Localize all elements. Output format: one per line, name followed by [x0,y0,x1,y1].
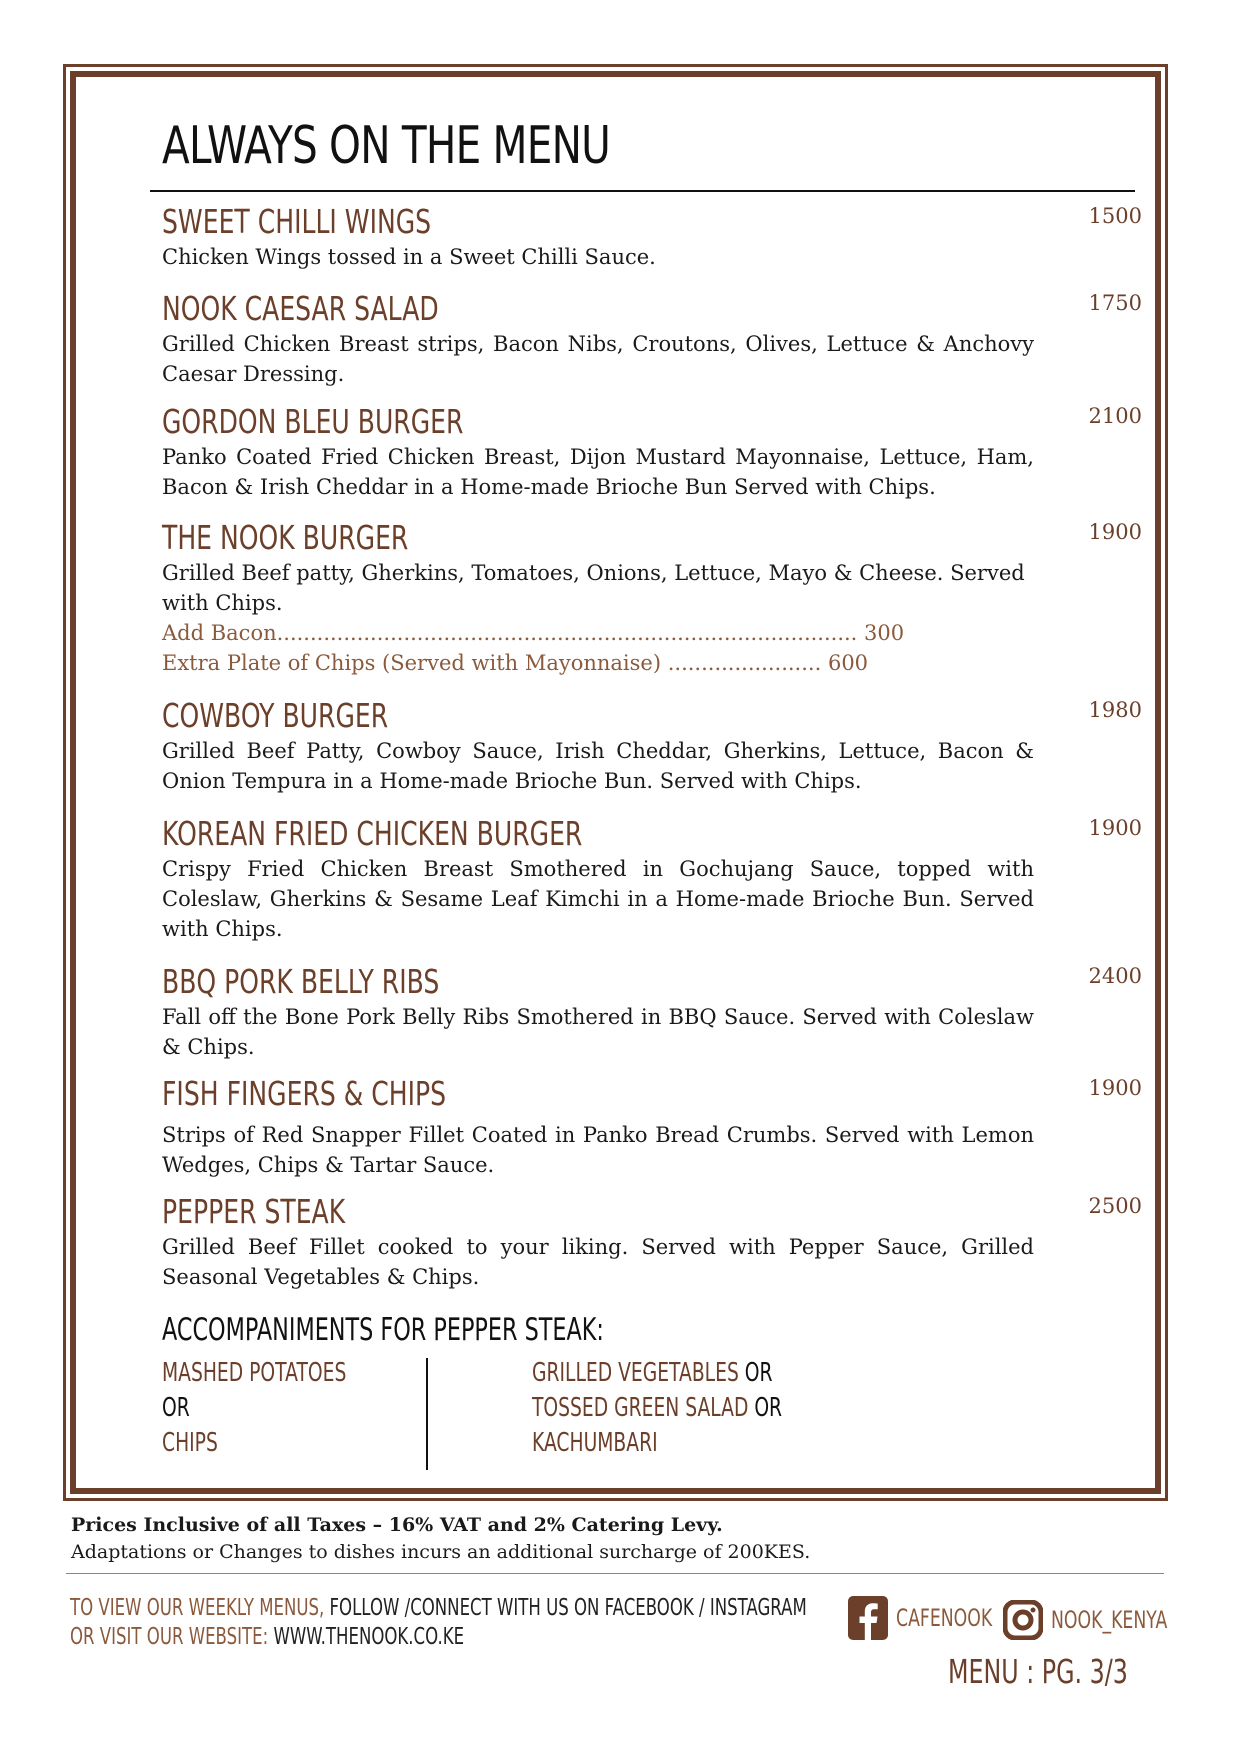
facebook-icon [848,1596,888,1640]
item-description: Panko Coated Fried Chicken Breast, Dijon Mustard Mayonnaise, Lettuce, Ham, Bacon & Irish Cheddar in a Home-made Brioche Bun Served with Chips. [162,445,1034,499]
instagram-handle: NOOK_KENYA [1051,1606,1168,1634]
item-price: 2400 [1088,964,1142,988]
item-description: Grilled Chicken Breast strips, Bacon Nibs, Croutons, Olives, Lettuce & Anchovy Caesar Dressing. [162,332,1034,386]
item-name: NOOK CAESAR SALAD [162,289,439,328]
surcharge-note: Adaptations or Changes to dishes incurs an additional surcharge of 200KES. [71,1541,811,1563]
price-notes [71,1512,1161,1566]
extra-label: Extra Plate of Chips (Served with Mayonnaise) ....................... [162,651,822,675]
menu-item [162,202,1142,272]
item-price: 1900 [1088,1076,1142,1100]
facebook-handle: CAFENOOK [896,1604,993,1632]
accompaniment-conjunction: OR [754,1393,783,1423]
accompaniment-option: TOSSED GREEN SALAD [532,1393,749,1423]
accompaniment-option: KACHUMBARI [532,1428,658,1458]
item-name: KOREAN FRIED CHICKEN BURGER [162,814,583,853]
menu-content [162,112,1142,1458]
accompaniments-title: ACCOMPANIMENTS FOR PEPPER STEAK: [162,1312,604,1348]
item-description: Grilled Beef patty, Gherkins, Tomatoes, Onions, Lettuce, Mayo & Cheese. Served with Chips. [162,561,1025,615]
accompaniment-option: CHIPS [162,1428,218,1458]
item-description: Fall off the Bone Pork Belly Ribs Smothered in BBQ Sauce. Served with Coleslaw & Chips. [162,1005,1034,1059]
page-title: ALWAYS ON THE MENU [162,116,611,176]
accompaniments-divider [426,1358,428,1470]
item-description: Grilled Beef Patty, Cowboy Sauce, Irish Cheddar, Gherkins, Lettuce, Bacon & Onion Tempura in a Home-made Brioche Bun. Served with Chips. [162,739,1034,793]
footer-line-2 [70,1623,807,1652]
menu-item [162,518,1142,678]
item-name: GORDON BLEU BURGER [162,402,464,441]
menu-item [162,814,1142,944]
accompaniment-row [532,1356,782,1391]
accompaniment-option: GRILLED VEGETABLES [532,1358,739,1388]
accompaniment-conjunction: OR [744,1358,773,1388]
instagram-link[interactable] [1003,1600,1213,1640]
item-price: 1980 [1088,698,1142,722]
item-name: THE NOOK BURGER [162,518,409,557]
item-description: Crispy Fried Chicken Breast Smothered in Gochujang Sauce, topped with Coleslaw, Gherkins & Sesame Leaf Kimchi in a Home-made Brioche Bun. Served with Chips. [162,857,1034,941]
item-description: Grilled Beef Fillet cooked to your liking. Served with Pepper Sauce, Grilled Seasonal Vegetables & Chips. [162,1235,1034,1289]
item-name: PEPPER STEAK [162,1192,346,1231]
item-name: FISH FINGERS & CHIPS [162,1074,447,1113]
footer-prompt: TO VIEW OUR WEEKLY MENUS, [70,1595,330,1621]
accompaniment-conjunction: OR [162,1393,190,1423]
menu-item [162,289,1142,389]
item-price: 2500 [1088,1194,1142,1218]
footer-prompt: OR VISIT OUR WEBSITE: [70,1624,274,1650]
accompaniments-right [532,1356,879,1461]
page-number: MENU : PG. 3/3 [948,1652,1128,1691]
title-divider [150,190,1135,192]
accompaniment-option: MASHED POTATOES [162,1358,347,1388]
item-price: 1900 [1088,520,1142,544]
footer-divider [66,1573,1164,1574]
menu-item [162,696,1142,796]
accompaniments-left [162,1356,418,1461]
tax-note: Prices Inclusive of all Taxes – 16% VAT and 2% Catering Levy. [71,1514,723,1536]
menu-item [162,402,1142,502]
menu-item [162,1074,1142,1180]
menu-item [162,962,1142,1062]
item-price: 1500 [1088,204,1142,228]
item-description: Chicken Wings tossed in a Sweet Chilli Sauce. [162,245,656,269]
item-price: 1750 [1088,291,1142,315]
item-extra [162,618,1142,648]
menu-item [162,1192,1142,1292]
extra-price: 600 [827,651,869,675]
website-link[interactable]: WWW.THENOOK.CO.KE [273,1624,465,1650]
instagram-icon [1003,1600,1043,1640]
item-description: Strips of Red Snapper Fillet Coated in Panko Bread Crumbs. Served with Lemon Wedges, Chips & Tartar Sauce. [162,1123,1034,1177]
footer-line-1 [70,1594,807,1623]
item-price: 1900 [1088,816,1142,840]
item-name: COWBOY BURGER [162,696,389,735]
item-extra [162,648,1142,678]
accompaniment-row [532,1426,782,1461]
extra-price: 300 [864,621,905,645]
extra-label: Add Bacon....................................................................................... [162,621,858,645]
item-name: SWEET CHILLI WINGS [162,202,432,241]
footer-social-link[interactable]: FOLLOW /CONNECT WITH US ON FACEBOOK / INSTAGRAM [329,1595,807,1621]
item-price: 2100 [1088,404,1142,428]
item-name: BBQ PORK BELLY RIBS [162,962,440,1001]
accompaniment-row [532,1391,782,1426]
